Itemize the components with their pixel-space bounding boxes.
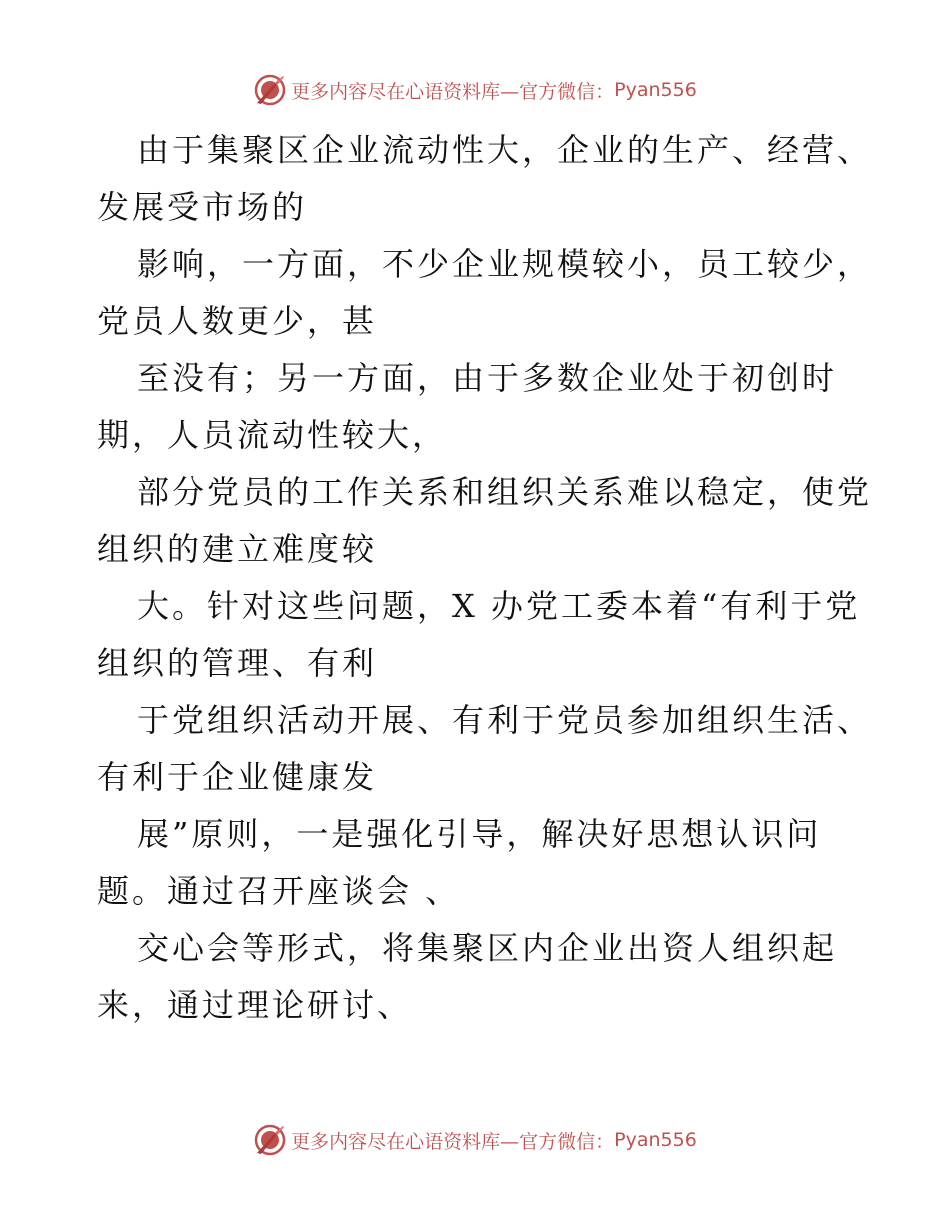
text-line: 有利于企业健康发	[97, 758, 378, 796]
text-line: 由于集聚区企业流动性大，企业的生产、经营、	[137, 131, 873, 169]
text-line: 发展受市场的	[97, 188, 308, 226]
text-line: 大。针对这些问题，X 办党工委本着“有利于党	[137, 587, 861, 625]
watermark-wechat-id: Pyan556	[614, 79, 697, 101]
text-line: 至没有；另一方面，由于多数企业处于初创时	[137, 359, 838, 397]
quill-pen-icon	[253, 1123, 287, 1157]
watermark-text: 更多内容尽在心语资料库—官方微信：	[291, 80, 615, 103]
header-watermark	[0, 70, 950, 110]
footer-watermark	[0, 1120, 950, 1160]
text-line: 影响，一方面，不少企业规模较小，员工较少，	[137, 245, 873, 283]
text-line: 题。通过召开座谈会 、	[97, 872, 461, 910]
text-line: 期，人员流动性较大，	[97, 416, 448, 454]
text-line: 来，通过理论研讨、	[97, 986, 413, 1024]
text-line: 部分党员的工作关系和组织关系难以稳定，使党	[137, 473, 873, 511]
text-line: 展”原则，一是强化引导，解决好思想认识问	[137, 815, 822, 853]
quill-pen-icon	[253, 73, 287, 107]
text-line: 党员人数更少，甚	[97, 302, 378, 340]
watermark-text: 更多内容尽在心语资料库—官方微信：	[291, 1130, 615, 1153]
document-body	[97, 122, 873, 1034]
text-line: 于党组织活动开展、有利于党员参加组织生活、	[137, 701, 873, 739]
text-line: 组织的建立难度较	[97, 530, 378, 568]
watermark-wechat-id: Pyan556	[614, 1129, 697, 1151]
text-line: 交心会等形式，将集聚区内企业出资人组织起	[137, 929, 838, 967]
text-line: 组织的管理、有利	[97, 644, 378, 682]
